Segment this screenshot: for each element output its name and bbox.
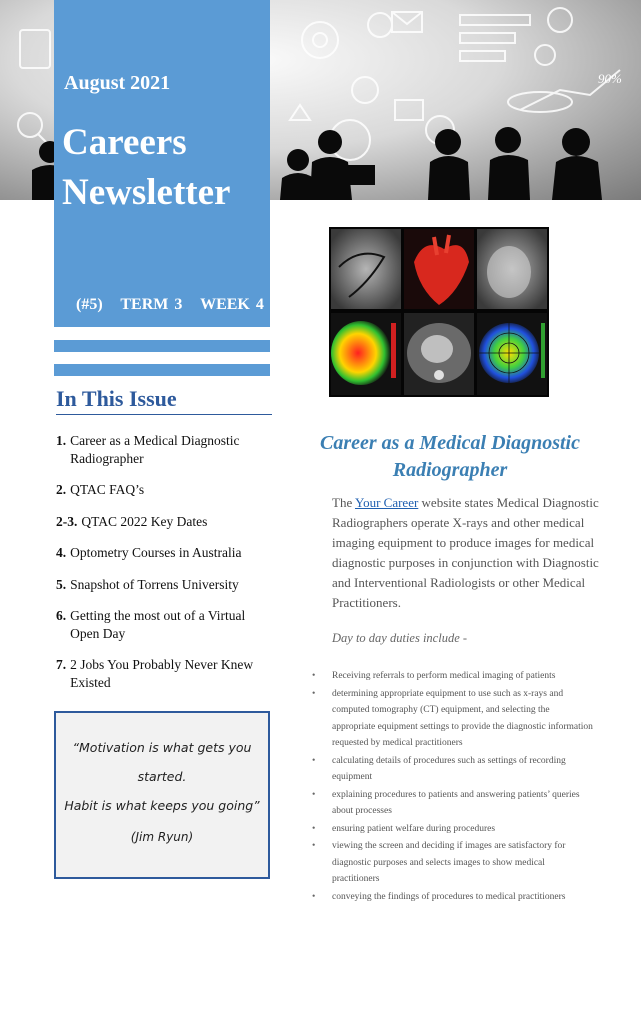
toc-item[interactable]	[56, 576, 272, 594]
your-career-link[interactable]: Your Career	[354, 495, 419, 510]
gear-doodle-icon	[548, 8, 572, 32]
duty-item: • determining appropriate equipment to use such as x-rays and computed tomography (CT) equipment, and selecting the appropriate equipment settings to provide the diagnostic information requested by medical practitioners	[312, 686, 594, 752]
toc-item-number: 7.	[56, 657, 67, 672]
issue-date: August 2021	[64, 72, 171, 94]
toc-item[interactable]	[56, 656, 272, 691]
person-silhouette	[428, 129, 470, 200]
gear-doodle-icon	[352, 77, 378, 103]
quote-box	[54, 711, 270, 879]
duty-item: • conveying the findings of procedures to medical practitioners	[312, 889, 594, 906]
toc-item-number: 1.	[56, 433, 67, 448]
toc-item-text: Career as a Medical Diagnostic Radiographer	[70, 433, 240, 466]
magnifier-doodle-icon	[18, 113, 42, 137]
document-doodle-icon	[20, 30, 50, 68]
duty-item: • Receiving referrals to perform medical imaging of patients	[312, 668, 594, 685]
title-line-1: Careers	[62, 122, 187, 163]
gear-doodle-icon	[302, 22, 338, 58]
person-silhouette	[552, 128, 602, 200]
toc-item[interactable]	[56, 544, 272, 562]
laptop-silhouette	[345, 165, 375, 185]
article-intro	[332, 493, 602, 613]
quote-line-2: Habit is what keeps you going”	[64, 798, 260, 813]
quote-author: (Jim Ryun)	[130, 830, 194, 844]
newsletter-title	[62, 118, 272, 218]
percent-label: 90%	[598, 71, 622, 86]
pie-chart-doodle-icon	[508, 92, 572, 112]
duties-lead: Day to day duties include -	[332, 631, 468, 645]
quote-line-1: “Motivation is what gets you started.	[72, 740, 252, 784]
medical-imaging-collage	[329, 227, 549, 397]
gear-doodle-icon	[368, 13, 392, 37]
toc-item-number: 2-3.	[56, 513, 78, 529]
issue-info: (#5) TERM 3 WEEK 4	[76, 296, 264, 313]
toc-item-text: QTAC FAQ’s	[70, 482, 145, 497]
duty-item: • viewing the screen and deciding if images are satisfactory for diagnostic purposes and selects images to show medical practitioners	[312, 838, 594, 888]
masthead	[54, 0, 270, 327]
intro-post: website states Medical Diagnostic Radiographers operate X-rays and other medical imaging equipment to produce images for medical diagnostic purposes in conjunction with Diagnostic and Interventional Radiologists or other Medical Practitioners.	[332, 495, 599, 610]
toc-item-text: 2 Jobs You Probably Never Knew Existed	[70, 657, 254, 690]
toc-list	[56, 432, 272, 705]
angiogram-image	[331, 229, 401, 309]
toc-item-text: Snapshot of Torrens University	[70, 576, 239, 592]
title-line-2: Newsletter	[62, 172, 231, 213]
duty-item: • ensuring patient welfare during procedures	[312, 821, 594, 838]
person-silhouette	[488, 127, 530, 200]
toc-item[interactable]	[56, 607, 272, 642]
toc-item-number: 5.	[56, 576, 67, 592]
toc-item[interactable]	[56, 513, 272, 531]
duties-list	[312, 668, 594, 906]
toc-item-text: QTAC 2022 Key Dates	[81, 513, 208, 529]
toc-item-number: 6.	[56, 608, 67, 623]
divider-bar	[54, 340, 270, 352]
toc-item[interactable]	[56, 432, 272, 467]
intro-pre: The	[332, 495, 355, 510]
divider-bar	[54, 364, 270, 376]
toc-item-text: Optometry Courses in Australia	[70, 545, 242, 560]
bar-chart-doodle-icon	[460, 15, 530, 25]
article-title: Career as a Medical Diagnostic Radiographer	[320, 432, 580, 481]
toc-heading: In This Issue	[56, 386, 272, 415]
duty-item: • explaining procedures to patients and answering patients’ queries about processes	[312, 787, 594, 820]
toc-item-text: Getting the most out of a Virtual Open Day	[70, 608, 246, 641]
quote-text	[56, 733, 268, 820]
toc-item-number: 2.	[56, 482, 67, 497]
duty-item: • calculating details of procedures such as settings of recording equipment	[312, 753, 594, 786]
toc-item-number: 4.	[56, 545, 67, 560]
toc-item[interactable]	[56, 481, 272, 499]
